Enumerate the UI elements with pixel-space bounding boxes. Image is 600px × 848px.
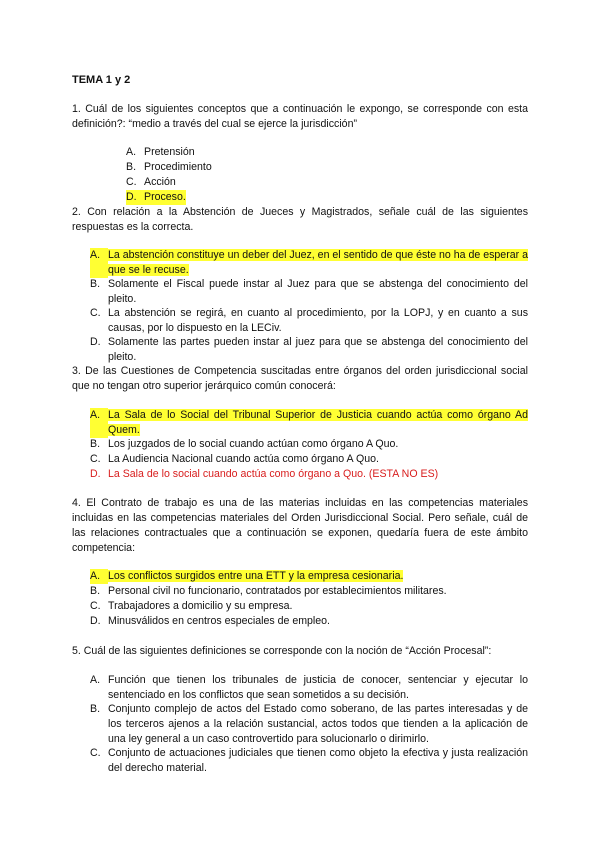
question-5-option-c bbox=[90, 746, 528, 776]
option-letter: D. bbox=[126, 191, 137, 203]
question-2-option-b bbox=[90, 277, 528, 307]
option-letter: B. bbox=[90, 585, 101, 597]
option-text: Los juzgados de lo social cuando actúan como órgano A Quo. bbox=[108, 438, 399, 450]
question-4-text: 4. El Contrato de trabajo es una de las materias incluidas en las competencias materiales incluidas en las competencias materiales del Orden Jurisdiccional Social. Pero señale, cuál de las relaciones contractuales que a continuación se exponen, quedaría fuera de este ámbito competencia: bbox=[72, 497, 528, 554]
option-letter: A. bbox=[126, 146, 137, 158]
option-text: La abstención se regirá, en cuanto al procedimiento, por la LOPJ, y en cuanto a sus causas, por lo dispuesto en la LECiv. bbox=[108, 307, 528, 334]
option-text: Minusválidos en centros especiales de empleo. bbox=[108, 615, 331, 627]
option-text: Personal civil no funcionario, contratados por establecimientos militares. bbox=[108, 585, 447, 597]
option-letter: A. bbox=[90, 408, 108, 438]
option-text: La abstención constituye un deber del Juez, en el sentido de que éste no ha de esperar a que se le recuse. bbox=[108, 249, 528, 276]
option-text: Proceso. bbox=[144, 191, 186, 203]
option-letter: C. bbox=[126, 176, 137, 188]
question-3-option-b bbox=[90, 437, 528, 452]
option-text: Los conflictos surgidos entre una ETT y la empresa cesionaria. bbox=[108, 570, 404, 582]
document-title: TEMA 1 y 2 bbox=[72, 74, 131, 86]
question-4-option-b bbox=[90, 584, 528, 599]
option-letter: B. bbox=[90, 278, 101, 290]
option-letter: C. bbox=[90, 600, 101, 612]
option-letter: D. bbox=[90, 336, 101, 348]
option-text: Procedimiento bbox=[144, 161, 212, 173]
option-letter: A. bbox=[90, 569, 108, 584]
option-text: Solamente las partes pueden instar al juez para que se abstenga del conocimiento del pleito. bbox=[108, 336, 528, 363]
option-text: La Audiencia Nacional cuando actúa como órgano A Quo. bbox=[108, 453, 379, 465]
option-letter: C. bbox=[90, 307, 101, 319]
option-text: Conjunto complejo de actos del Estado como soberano, de las partes interesadas y de los terceros ajenos a la relación sustancial, actos todos que tienden a la aplicación de una ley general a un caso controvertido para solucionarlo o dirimirlo. bbox=[108, 703, 528, 745]
option-letter: D. bbox=[90, 468, 101, 480]
option-text: Solamente el Fiscal puede instar al Juez para que se abstenga del conocimiento del pleito. bbox=[108, 278, 528, 305]
question-1-option-c bbox=[126, 175, 326, 190]
question-2-option-d bbox=[90, 335, 528, 365]
question-3-option-d-marked-wrong bbox=[90, 467, 528, 482]
option-text: Conjunto de actuaciones judiciales que tienen como objeto la efectiva y justa realización del derecho material. bbox=[108, 747, 528, 774]
option-text: Acción bbox=[144, 176, 176, 188]
option-letter: C. bbox=[90, 747, 101, 759]
question-2-option-c bbox=[90, 306, 528, 336]
question-3-option-c bbox=[90, 452, 528, 467]
option-letter: A. bbox=[90, 674, 101, 686]
question-1-text: 1. Cuál de los siguientes conceptos que a continuación le expongo, se corresponde con esta definición?: “medio a través del cual se ejerce la jurisdicción” bbox=[72, 103, 528, 130]
option-text: La Sala de lo Social del Tribunal Superior de Justicia cuando actúa como órgano Ad Quem. bbox=[108, 409, 528, 436]
question-4-option-d bbox=[90, 614, 528, 629]
question-2-text: 2. Con relación a la Abstención de Jueces y Magistrados, señale cuál de las siguientes respuestas es la correcta. bbox=[72, 206, 528, 233]
question-1-option-b bbox=[126, 160, 326, 175]
question-4-option-a-highlighted bbox=[90, 569, 528, 584]
question-3-option-a-highlighted bbox=[90, 408, 528, 438]
option-text: Función que tienen los tribunales de justicia de conocer, sentenciar y ejecutar lo sentenciado en los conflictos que sean sometidos a su decisión. bbox=[108, 674, 528, 701]
question-5-option-b bbox=[90, 702, 528, 747]
option-letter: B. bbox=[90, 438, 101, 450]
question-1-option-d-highlighted bbox=[126, 190, 190, 205]
option-letter: C. bbox=[90, 453, 101, 465]
question-1-option-a bbox=[126, 145, 326, 160]
option-text: Trabajadores a domicilio y su empresa. bbox=[108, 600, 293, 612]
question-2-option-a-highlighted bbox=[90, 248, 528, 278]
option-text: La Sala de lo social cuando actúa como órgano a Quo. (ESTA NO ES) bbox=[108, 468, 439, 480]
question-3-text: 3. De las Cuestiones de Competencia suscitadas entre órganos del orden jurisdiccional social que no tengan otro superior jerárquico común conocerá: bbox=[72, 365, 528, 392]
question-5-option-a bbox=[90, 673, 528, 703]
option-text: Pretensión bbox=[144, 146, 195, 158]
option-letter: B. bbox=[90, 703, 101, 715]
question-5-text: 5. Cuál de las siguientes definiciones se corresponde con la noción de “Acción Procesal”: bbox=[72, 645, 492, 657]
option-letter: B. bbox=[126, 161, 137, 173]
option-letter: A. bbox=[90, 248, 108, 278]
question-4-option-c bbox=[90, 599, 528, 614]
option-letter: D. bbox=[90, 615, 101, 627]
